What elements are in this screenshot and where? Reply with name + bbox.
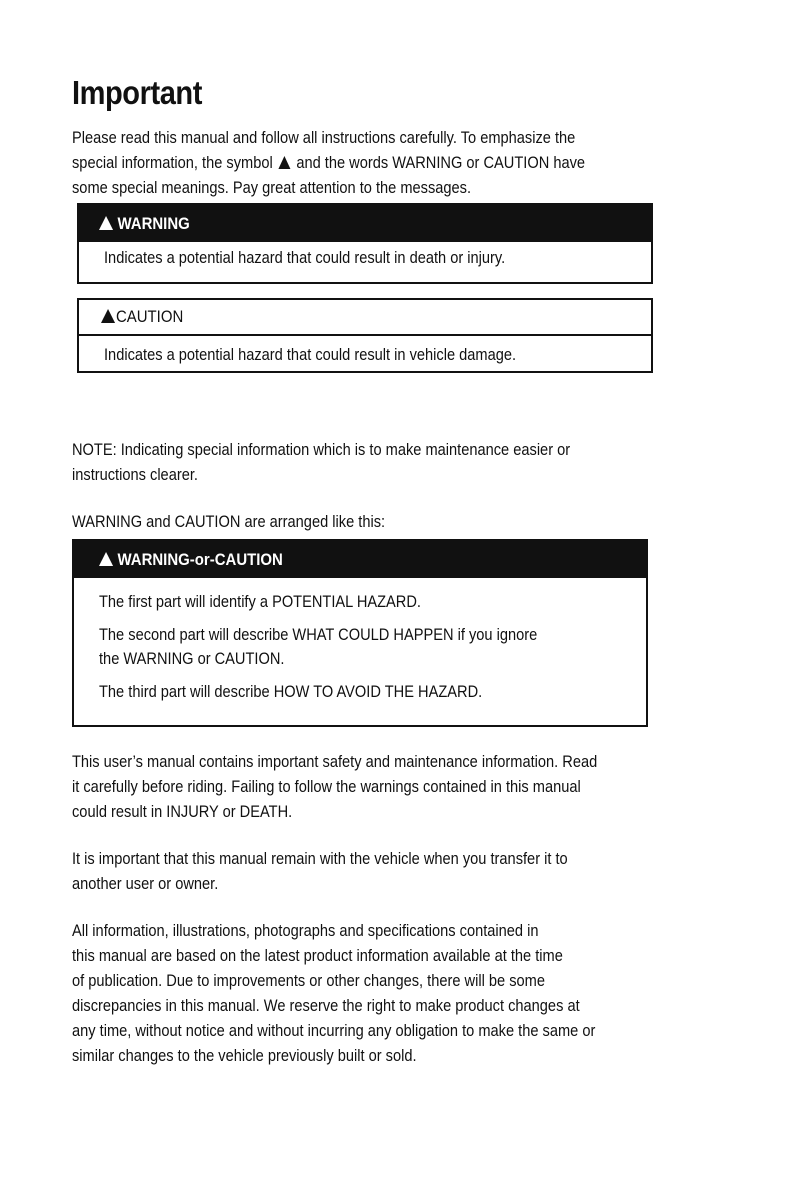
intro-line-part: and the words WARNING or CAUTION have [296,153,586,172]
example-box-header [74,541,646,578]
intro-line: Please read this manual and follow all instructions carefully. To emphasize the [72,128,576,147]
warning-box-body [79,242,651,270]
safety-line: This user’s manual contains important safety and maintenance information. Read [72,752,598,771]
caution-header-content [101,307,183,327]
intro-line: some special meanings. Pay great attention to the messages. [72,178,472,197]
info-paragraph [72,918,595,1068]
caution-description: Indicates a potential hazard that could result in vehicle damage. [104,345,517,364]
info-line: this manual are based on the latest product information available at the time [72,946,563,965]
example-box-body [74,578,646,704]
caution-triangle-icon [101,309,115,323]
safety-paragraph [72,749,597,824]
caution-box [77,298,653,373]
warning-triangle-icon [99,552,113,566]
intro-line-part: special information, the symbol [72,153,273,172]
arranged-line: WARNING and CAUTION are arranged like this: [72,512,386,531]
example-line: The first part will identify a POTENTIAL HAZARD. [99,592,422,611]
intro-line-with-symbol [72,150,585,175]
warning-box-header [79,205,651,242]
warning-description: Indicates a potential hazard that could result in death or injury. [104,248,506,267]
intro-paragraph [72,125,585,200]
warning-triangle-icon [279,156,291,169]
example-line: The third part will describe HOW TO AVOID THE HAZARD. [99,682,483,701]
safety-line: it carefully before riding. Failing to follow the warnings contained in this manual [72,777,581,796]
transfer-paragraph [72,846,568,896]
transfer-line: another user or owner. [72,874,219,893]
note-line: NOTE: Indicating special information which is to make maintenance easier or [72,440,571,459]
example-box [72,539,648,727]
info-line: similar changes to the vehicle previously built or sold. [72,1046,417,1065]
example-label: WARNING-or-CAUTION [117,549,283,569]
example-header-content [99,550,283,570]
caution-label: CAUTION [115,307,184,326]
caution-box-header [79,300,651,336]
warning-triangle-icon [99,216,113,230]
info-line: any time, without notice and without incurring any obligation to make the same or [72,1021,596,1040]
info-line: of publication. Due to improvements or other changes, there will be some [72,971,545,990]
transfer-line: It is important that this manual remain with the vehicle when you transfer it to [72,849,568,868]
note-paragraph [72,437,570,487]
info-line: discrepancies in this manual. We reserve the right to make product changes at [72,996,580,1015]
info-line: All information, illustrations, photographs and specifications contained in [72,921,539,940]
safety-line: could result in INJURY or DEATH. [72,802,293,821]
example-line: the WARNING or CAUTION. [99,649,285,668]
warning-box [77,203,653,284]
warning-label: WARNING [117,213,190,233]
warning-header-content [99,214,190,234]
page-title: Important [72,74,202,111]
example-line: The second part will describe WHAT COULD HAPPEN if you ignore [99,625,538,644]
note-line: instructions clearer. [72,465,198,484]
caution-box-body [79,336,651,367]
arranged-paragraph [72,509,385,534]
